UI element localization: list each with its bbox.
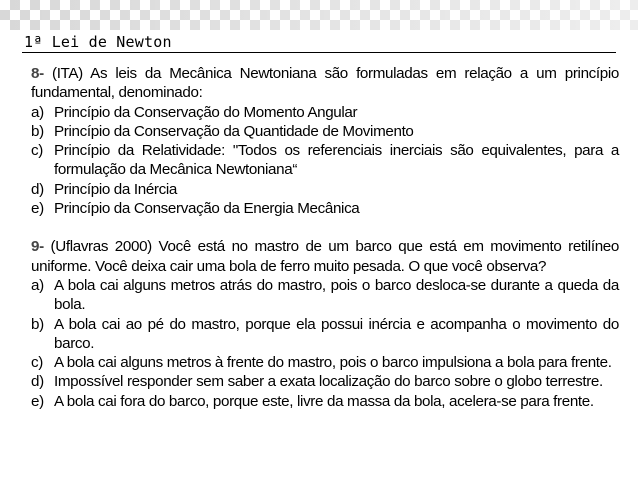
question-8-stem [31, 64, 619, 103]
option-letter: a) [31, 276, 44, 294]
option-text: Princípio da Conservação da Quantidade de Movimento [54, 122, 414, 140]
option-letter: c) [31, 142, 43, 160]
option-text: Princípio da Inércia [54, 180, 178, 198]
option-letter: e) [31, 392, 44, 410]
option-item [31, 315, 619, 354]
option-letter: d) [31, 373, 44, 391]
option-item [31, 180, 619, 199]
option-text: Impossível responder sem saber a exata localização do barco sobre o globo terrestre. [54, 373, 603, 391]
option-item [31, 372, 619, 391]
spacer [31, 218, 619, 237]
option-item [31, 199, 619, 218]
option-letter: d) [31, 180, 44, 198]
option-text: A bola cai alguns metros à frente do mastro, pois o barco impulsiona a bola para frente. [54, 354, 612, 372]
option-item [31, 103, 619, 122]
option-item [31, 392, 619, 411]
option-text: Princípio da Conservação do Momento Angular [54, 103, 358, 121]
option-letter: e) [31, 200, 44, 218]
question-text: (Uflavras 2000) Você está no mastro de um barco que está em movimento retilíneo uniforme. Você deixa cair uma bola de ferro muito pesada. O que você observa? [31, 238, 619, 275]
option-item [31, 122, 619, 141]
slide-title: 1ª Lei de Newton [24, 33, 172, 51]
option-text: A bola cai alguns metros atrás do mastro, pois o barco desloca-se durante a queda da bola. [54, 276, 619, 314]
option-letter: b) [31, 315, 44, 333]
option-item [31, 276, 619, 315]
option-text: A bola cai ao pé do mastro, porque ela possui inércia e acompanha o movimento do barco. [54, 315, 619, 352]
header-fade [0, 0, 638, 30]
option-letter: b) [31, 122, 44, 140]
option-text: A bola cai fora do barco, porque este, livre da massa da bola, acelera-se para frente. [54, 392, 594, 410]
option-item [31, 141, 619, 180]
option-item [31, 353, 619, 372]
question-number: 9- [31, 238, 44, 256]
option-text: Princípio da Conservação da Energia Mecânica [54, 200, 360, 218]
option-letter: c) [31, 354, 43, 372]
option-letter: a) [31, 103, 44, 121]
question-9-stem [31, 237, 619, 276]
title-underline [22, 52, 616, 53]
question-text: (ITA) As leis da Mecânica Newtoniana são formuladas em relação a um princípio fundamental, denominado: [31, 65, 619, 102]
question-number: 8- [31, 65, 44, 82]
slide-content [31, 64, 619, 411]
option-text: Princípio da Relatividade: "Todos os referenciais inerciais são equivalentes, para a formulação da Mecânica Newtoniana“ [54, 142, 619, 179]
